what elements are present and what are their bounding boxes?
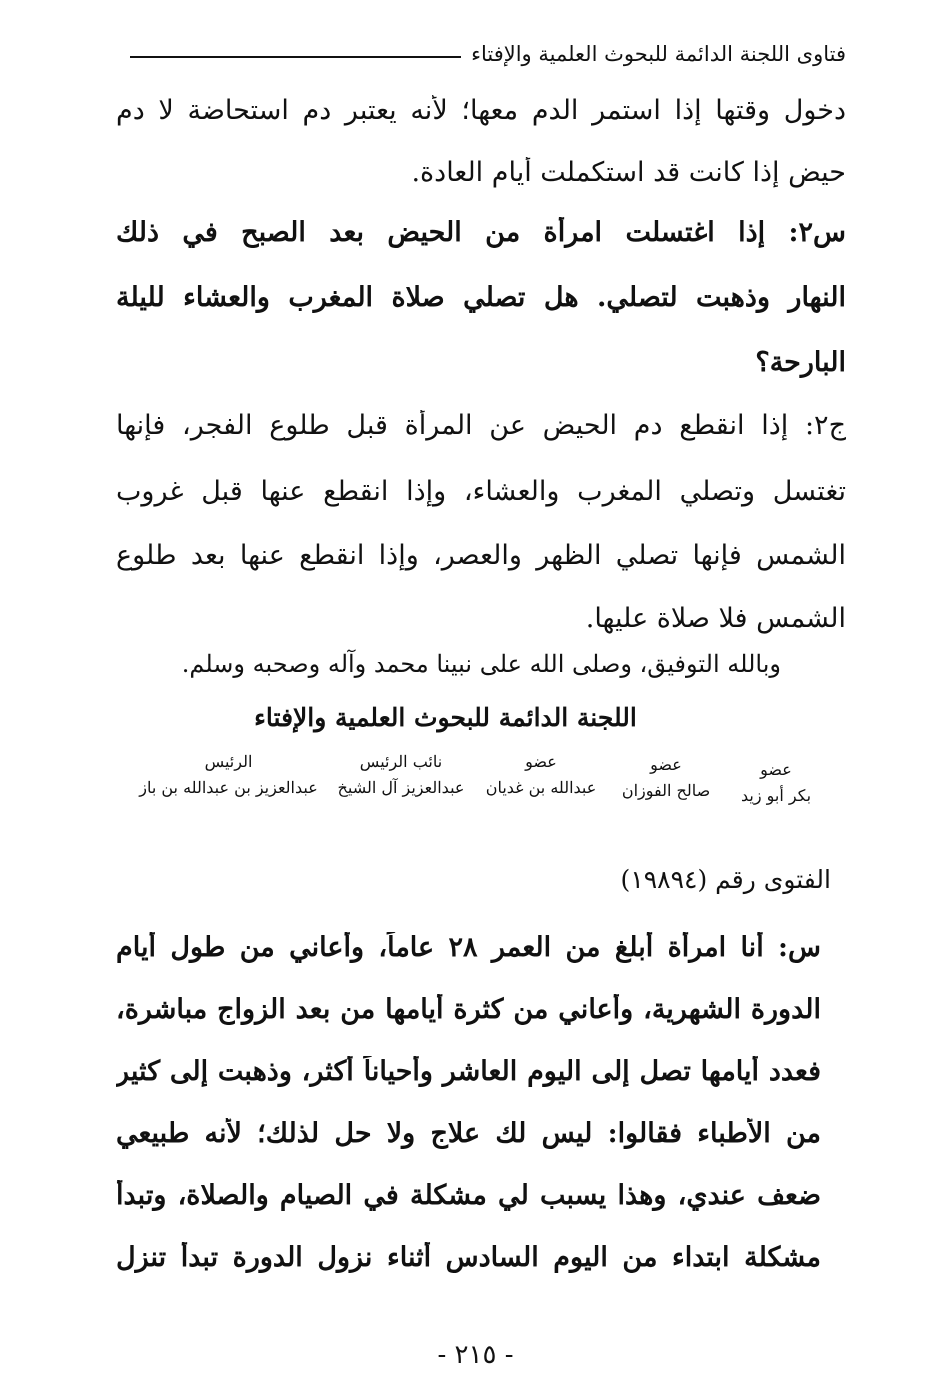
signatory: [611, 755, 721, 800]
question-line: ضعف عندي، وهذا يسبب لي مشكلة في الصيام والصلاة، وتبدأ: [116, 1180, 821, 1211]
question-line: البارحة؟: [755, 347, 846, 378]
paragraph-line: دخول وقتها إذا استمر الدم معها؛ لأنه يعتبر دم استحاضة لا دم: [116, 95, 846, 126]
answer-line: الشمس فلا صلاة عليها.: [585, 603, 846, 634]
signatory: [131, 752, 326, 797]
signatory-role: عضو: [650, 755, 682, 774]
question-line: س٢: إذا اغتسلت امرأة من الحيض بعد الصبح في ذلك: [116, 217, 846, 248]
question-line: س: أنا امرأة أبلغ من العمر ٢٨ عاماً، وأعاني من طول أيام: [116, 932, 821, 963]
closing-line: وبالله التوفيق، وصلى الله على نبينا محمد وآله وصحبه وسلم.: [181, 650, 781, 678]
question-line: مشكلة ابتداء من اليوم السادس أثناء نزول الدورة تبدأ تنزل: [116, 1242, 821, 1273]
answer-line: الشمس فإنها تصلي الظهر والعصر، وإذا انقطع عنها بعد طلوع: [116, 540, 846, 571]
signatory-role: عضو: [525, 752, 557, 771]
running-header: [130, 36, 846, 72]
question-line: النهار وذهبت لتصلي. هل تصلي صلاة المغرب والعشاء لليلة: [116, 282, 846, 313]
answer-line: ج٢: إذا انقطع دم الحيض عن المرأة قبل طلوع الفجر، فإنها: [116, 410, 846, 441]
signatory-name: عبدالعزيز بن عبدالله بن باز: [139, 778, 318, 797]
question-line: فعدد أيامها تصل إلى اليوم العاشر وأحياناً أكثر، وذهبت إلى كثير: [116, 1056, 821, 1087]
committee-name: اللجنة الدائمة للبحوث العلمية والإفتاء: [254, 703, 637, 732]
header-title: فتاوى اللجنة الدائمة للبحوث العلمية والإفتاء: [471, 42, 846, 66]
answer-line: تغتسل وتصلي المغرب والعشاء، وإذا انقطع عنها قبل غروب: [116, 476, 846, 507]
signatory: [476, 752, 606, 797]
signatory-role: نائب الرئيس: [359, 752, 443, 771]
page-number: - ٢١٥ -: [437, 1340, 514, 1370]
signatory-name: عبدالعزيز آل الشيخ: [337, 778, 465, 797]
question-line: من الأطباء فقالوا: ليس لك علاج ولا حل لذلك؛ لأنه طبيعي: [116, 1118, 821, 1149]
signatory-role: عضو: [760, 760, 792, 779]
fatwa-number: الفتوى رقم (١٩٨٩٤): [620, 865, 831, 894]
signatory-name: عبدالله بن غديان: [485, 778, 597, 797]
question-line: الدورة الشهرية، وأعاني من كثرة أيامها من بعد الزواج مباشرة،: [116, 994, 821, 1025]
header-rule: [130, 56, 461, 58]
signatory-name: بكر أبو زيد: [740, 786, 812, 805]
signatory: [326, 752, 476, 797]
signatory: [721, 760, 831, 805]
signatory-role: الرئيس: [204, 752, 253, 771]
signatory-name: صالح الفوزان: [621, 781, 711, 800]
paragraph-line: حيض إذا كانت قد استكملت أيام العادة.: [411, 157, 846, 188]
